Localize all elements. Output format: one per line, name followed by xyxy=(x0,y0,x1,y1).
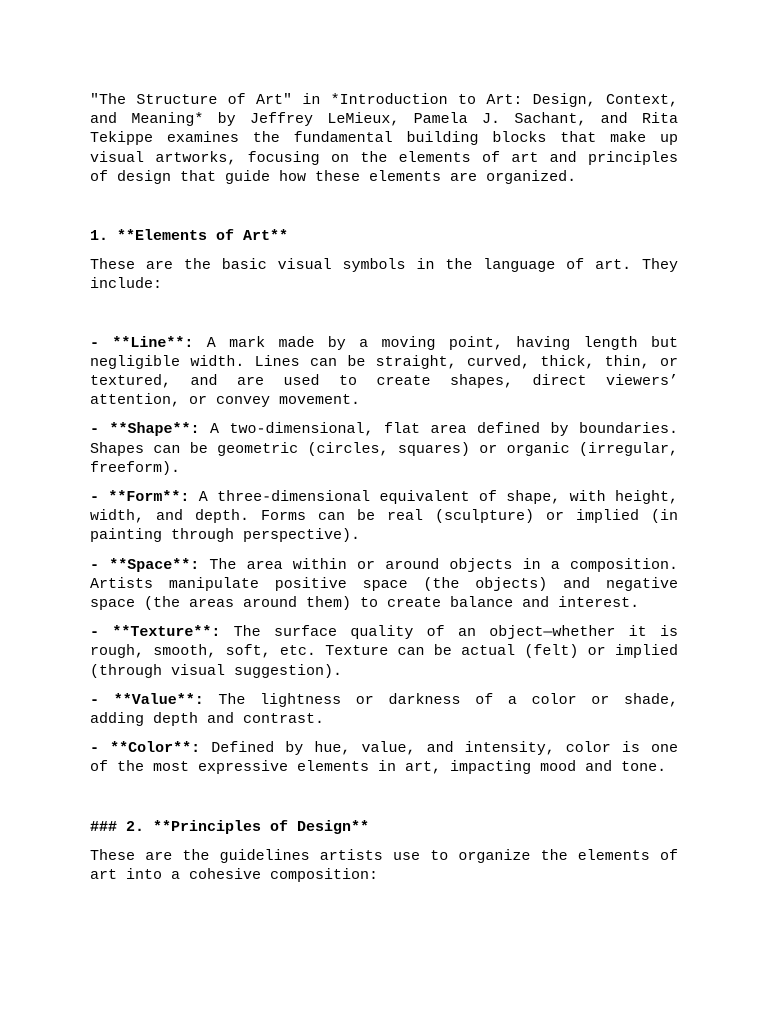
definition-color: Defined by hue, value, and intensity, color is one of the most expressive elements in art, impacting mood and tone. xyxy=(90,740,678,777)
intro-paragraph: "The Structure of Art" in *Introduction to Art: Design, Context, and Meaning* by Jeffrey LeMieux, Pamela J. Sachant, and Rita Tekippe examines the fundamental building blocks that make up visual artworks, focusing on the elements of art and principles of design that guide how these elements are organized. xyxy=(90,92,678,186)
definition-shape: A two-dimensional, flat area defined by boundaries. Shapes can be geometric (circles, squares) or organic (irregular, freeform). xyxy=(90,421,678,477)
definition-texture: The surface quality of an object—whether it is rough, smooth, soft, etc. Texture can be actual (felt) or implied (through visual suggestion). xyxy=(90,624,678,680)
term-line: - **Line**: xyxy=(90,334,194,352)
definition-space: The area within or around objects in a composition. Artists manipulate positive space (the objects) and negative space (the areas around them) to create balance and interest. xyxy=(90,556,678,613)
definition-line: A mark made by a moving point, having length but negligible width. Lines can be straight, curved, thick, thin, or textured, and are used to create shapes, direct viewers’ attention, or convey movement. xyxy=(90,334,678,410)
section-heading-elements: 1. **Elements of Art** xyxy=(90,228,289,246)
list-item-space xyxy=(90,556,678,614)
list-item-shape xyxy=(90,420,678,478)
term-space: - **Space**: xyxy=(90,556,200,574)
section-lead-elements: These are the basic visual symbols in the language of art. They include: xyxy=(90,257,678,294)
document-page xyxy=(90,91,678,885)
term-value: - **Value**: xyxy=(90,691,204,709)
list-item-form xyxy=(90,488,678,546)
section-lead-principles: These are the guidelines artists use to organize the elements of art into a cohesive composition: xyxy=(90,847,678,885)
list-item-line xyxy=(90,334,678,411)
list-item-value xyxy=(90,691,678,729)
section-heading-principles: ### 2. **Principles of Design** xyxy=(90,818,370,836)
term-color: - **Color**: xyxy=(90,740,201,758)
definition-value: The lightness or darkness of a color or shade, adding depth and contrast. xyxy=(90,691,678,729)
term-form: - **Form**: xyxy=(90,489,190,507)
term-texture: - **Texture**: xyxy=(90,624,221,642)
definition-form: A three-dimensional equivalent of shape, with height, width, and depth. Forms can be real (sculpture) or implied (in painting through perspective). xyxy=(90,489,678,545)
list-item-texture xyxy=(90,623,678,681)
term-shape: - **Shape**: xyxy=(90,421,200,439)
list-item-color xyxy=(90,739,678,777)
